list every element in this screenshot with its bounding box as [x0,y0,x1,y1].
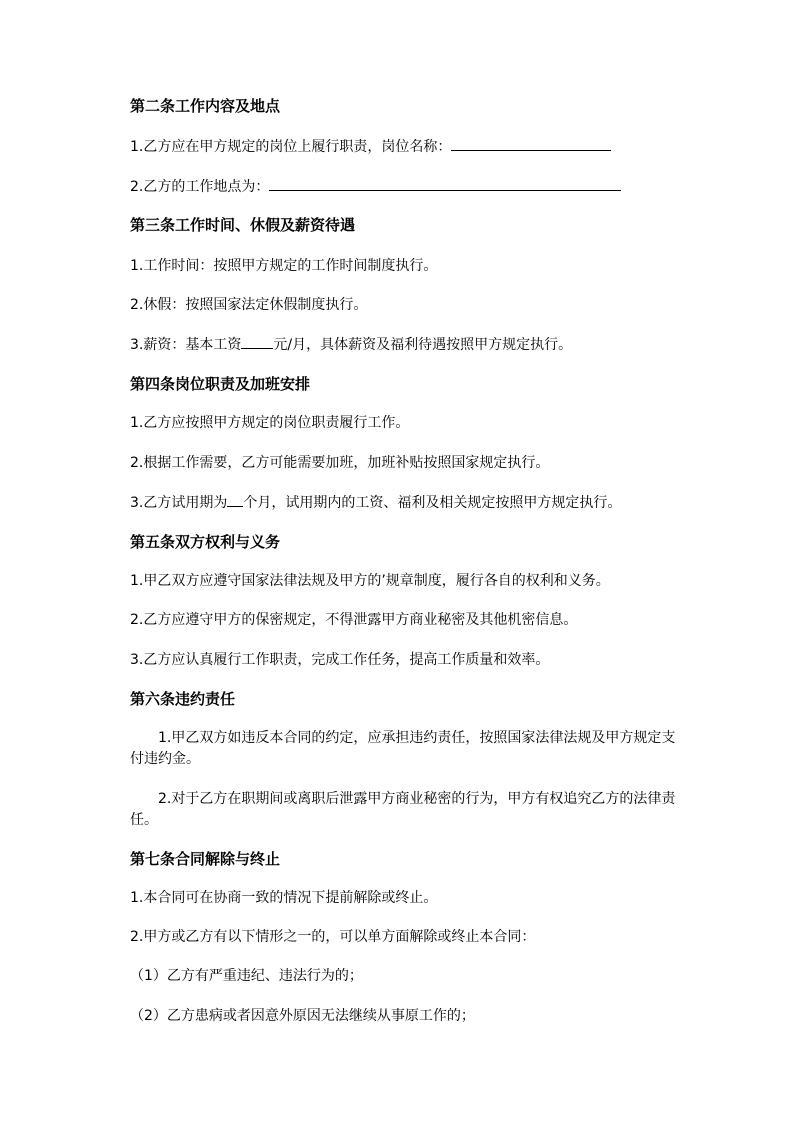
article-3-item-3 [130,334,572,355]
article-6-item-2: 2.对于乙方在职期间或离职后泄露甲方商业秘密的行为，甲方有权追究乙方的法律责任。 [130,791,676,828]
article-5-item-3: 3.乙方应认真履行工作职责，完成工作任务，提高工作质量和效率。 [130,652,550,668]
article-3-item-3-post: 元/月，具体薪资及福利待遇按照甲方规定执行。 [273,337,573,353]
article-2-item-2-text: 2.乙方的工作地点为： [130,179,270,195]
article-4-item-1: 1.乙方应按照甲方规定的岗位职责履行工作。 [130,415,410,431]
article-4-item-3-pre: 3.乙方试用期为 [130,495,228,511]
article-2-heading: 第二条工作内容及地点 [130,97,281,115]
article-4-item-2: 2.根据工作需要，乙方可能需要加班，加班补贴按照国家规定执行。 [130,455,550,471]
article-4-item-3 [130,492,621,513]
article-5-heading: 第五条双方权利与义务 [130,533,281,551]
article-4-heading: 第四条岗位职责及加班安排 [130,375,311,393]
article-7-item-1: 1.本合同可在协商一致的情况下提前解除或终止。 [130,890,438,906]
position-name-blank [451,136,611,151]
article-6-item-1: 1.甲乙双方如违反本合同的约定，应承担违约责任，按照国家法律法规及甲方规定支付违约金。 [130,730,676,767]
article-5-item-2: 2.乙方应遵守甲方的保密规定，不得泄露甲方商业秘密及其他机密信息。 [130,612,578,628]
article-2-item-1-text: 1.乙方应在甲方规定的岗位上履行职责，岗位名称： [130,139,452,155]
base-salary-blank [241,334,273,349]
article-2-item-1 [130,136,611,157]
article-6-heading: 第六条违约责任 [130,690,236,708]
article-7-item-2: 2.甲方或乙方有以下情形之一的，可以单方面解除或终止本合同： [130,929,536,945]
article-5-item-1: 1.甲乙双方应遵守国家法律法规及甲方的’规章制度，履行各自的权利和义务。 [130,573,610,589]
article-3-item-3-pre: 3.薪资：基本工资 [130,337,242,353]
article-3-heading: 第三条工作时间、休假及薪资待遇 [130,216,356,234]
article-7-heading: 第七条合同解除与终止 [130,850,281,868]
article-7-sub-1: （1）乙方有严重违纪、违法行为的； [130,968,363,984]
work-location-blank [269,176,621,191]
article-2-item-2 [130,176,621,197]
article-4-item-3-post: 个月，试用期内的工资、福利及相关规定按照甲方规定执行。 [243,495,622,511]
article-3-item-1: 1.工作时间：按照甲方规定的工作时间制度执行。 [130,258,438,274]
probation-months-blank [227,492,243,507]
article-7-sub-2: （2）乙方患病或者因意外原因无法继续从事原工作的； [130,1008,475,1024]
article-3-item-2: 2.休假：按照国家法定休假制度执行。 [130,297,368,313]
